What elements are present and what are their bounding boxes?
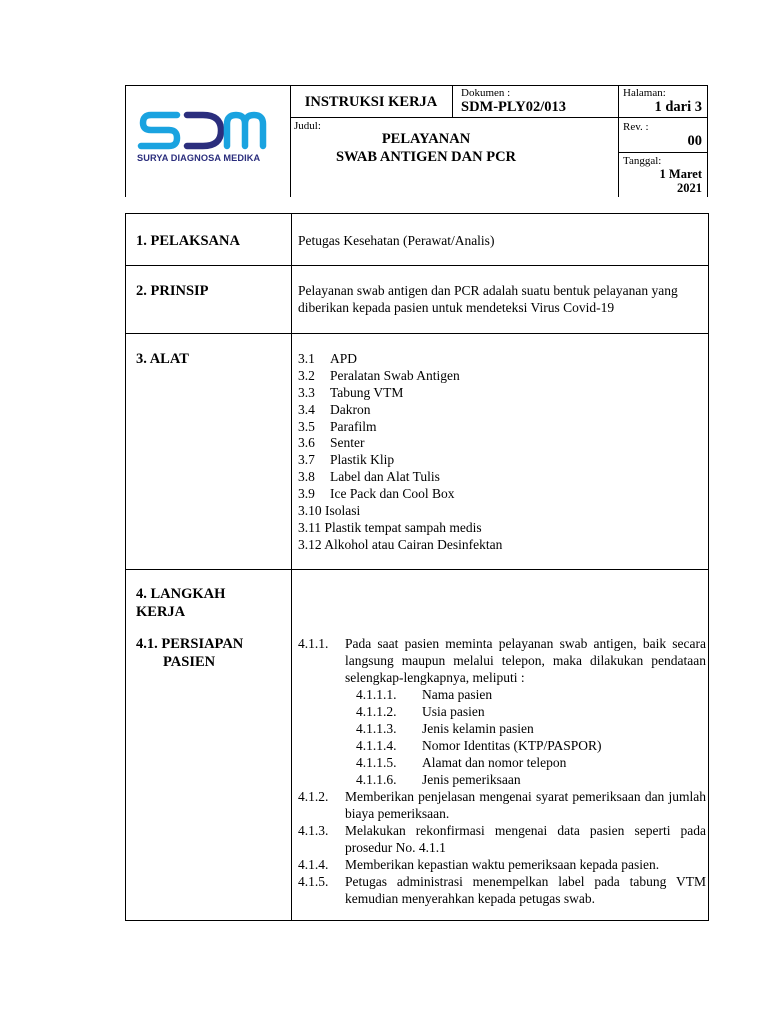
list-item: 3.4 Dakron [298, 401, 371, 417]
title-line-1: PELAYANAN [381, 131, 471, 147]
list-item: 3.11 Plastik tempat sampah medis [298, 519, 482, 535]
halaman-value: 1 dari 3 [654, 99, 702, 115]
list-item: 3.6 Senter [298, 435, 365, 451]
substep-item: 4.1.1.6. Jenis pemeriksaan [356, 772, 521, 787]
alat-label: 3. ALAT [136, 351, 189, 367]
list-item: 3.7 Plastik Klip [298, 452, 395, 468]
prinsip-label: 2. PRINSIP [136, 283, 209, 299]
logo-subtitle: SURYA DIAGNOSA MEDIKA [137, 153, 261, 163]
dokumen-number: SDM-PLY02/013 [461, 99, 566, 115]
substep-item: 4.1.1.1. Nama pasien [356, 687, 493, 702]
list-item: 3.1 APD [298, 351, 358, 366]
list-item: 3.9 Ice Pack dan Cool Box [298, 486, 455, 502]
tanggal-label: Tanggal: [623, 155, 662, 167]
step-item: 4.1.2. Memberikan penjelasan mengenai syarat pemeriksaan dan jumlah biaya pemeriksaan. [298, 789, 706, 821]
document-title [295, 130, 557, 166]
rev-label: Rev. : [623, 121, 649, 133]
substep-list [298, 686, 706, 788]
judul-label: Judul: [294, 120, 321, 132]
prinsip-text: Pelayanan swab antigen dan PCR adalah suatu bentuk pelayanan yang diberikan kepada pasien untuk mendeteksi Virus Covid-19 [298, 283, 678, 315]
tanggal-value [660, 167, 702, 195]
substep-item: 4.1.1.4. Nomor Identitas (KTP/PASPOR) [356, 738, 602, 753]
persiapan-label: 4.1. PERSIAPAN PASIEN [136, 636, 244, 670]
rev-value: 00 [687, 133, 702, 149]
pelaksana-text: Petugas Kesehatan (Perawat/Analis) [298, 233, 495, 248]
pelaksana-label: 1. PELAKSANA [136, 233, 240, 249]
step-item: 4.1.1. Pada saat pasien meminta pelayanan swab antigen, baik secara langsung maupun melalui telepon, maka dilakukan pendataan selengkap-lengkapnya, meliputi : [298, 636, 706, 685]
step-item: 4.1.5. Petugas administrasi menempelkan label pada tabung VTM kemudian menyerahkan kepada petugas swab. [298, 874, 706, 906]
dokumen-label: Dokumen : [461, 87, 511, 99]
tanggal-line-2: 2021 [677, 181, 702, 195]
langkah-label: 4. LANGKAH KERJA [136, 586, 226, 620]
langkah-steps [298, 635, 706, 907]
list-item: 3.2 Peralatan Swab Antigen [298, 367, 460, 383]
list-item: 3.12 Alkohol atau Cairan Desinfektan [298, 536, 503, 552]
document-type: INSTRUKSI KERJA [304, 94, 438, 110]
list-item: 3.10 Isolasi [298, 503, 361, 519]
substep-item: 4.1.1.5. Alamat dan nomor telepon [356, 755, 567, 770]
instruction-table [125, 213, 709, 921]
tanggal-line-1: 1 Maret [659, 167, 702, 181]
substep-item: 4.1.1.2. Usia pasien [356, 704, 485, 719]
title-line-2: SWAB ANTIGEN DAN PCR [335, 149, 517, 165]
document-header [125, 85, 708, 197]
sdm-logo-mark [137, 107, 282, 153]
company-logo [137, 107, 282, 167]
substep-item: 4.1.1.3. Jenis kelamin pasien [356, 721, 534, 736]
step-item: 4.1.3. Melakukan rekonfirmasi mengenai data pasien seperti pada prosedur No. 4.1.1 [298, 823, 706, 855]
list-item: 3.8 Label dan Alat Tulis [298, 469, 440, 485]
halaman-label: Halaman: [623, 87, 666, 99]
list-item: 3.5 Parafilm [298, 418, 377, 434]
step-item: 4.1.4. Memberikan kepastian waktu pemeriksaan kepada pasien. [298, 857, 660, 872]
alat-list [298, 350, 706, 553]
list-item: 3.3 Tabung VTM [298, 384, 404, 400]
